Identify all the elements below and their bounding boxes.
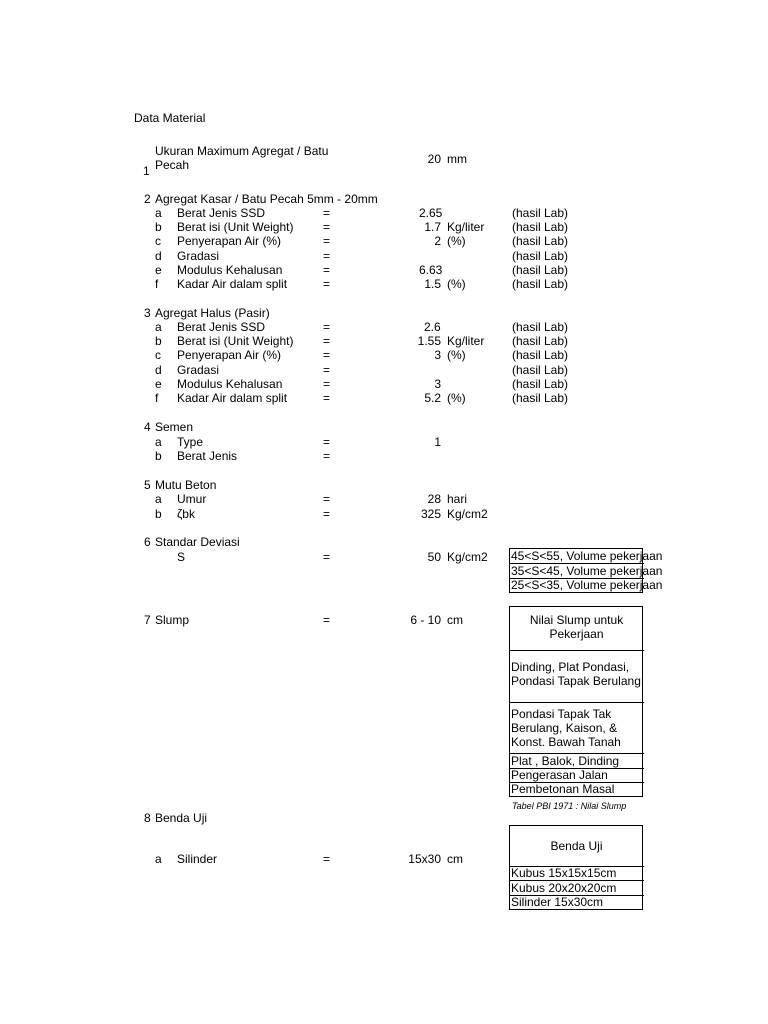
- s3-row-d-name: Gradasi: [177, 363, 220, 377]
- s3-row-f-note: (hasil Lab): [512, 391, 569, 405]
- s3-row-a-value: 2.6: [424, 320, 441, 334]
- s5-row-a-equals: =: [323, 492, 331, 506]
- slump-table-header: Nilai Slump untuk Pekerjaan: [529, 613, 624, 641]
- slump-row-1: Dinding, Plat Pondasi, Pondasi Tapak Berulang: [511, 660, 641, 688]
- section-2-label: Agregat Kasar / Batu Pecah 5mm - 20mm: [155, 192, 378, 206]
- s7-equals: =: [323, 613, 331, 627]
- specimen-row-3: Silinder 15x30cm: [511, 895, 604, 909]
- section-4-label: Semen: [155, 420, 194, 434]
- s3-row-d-equals: =: [323, 363, 331, 377]
- slump-table-caption: Tabel PBI 1971 : Nilai Slump: [512, 801, 627, 811]
- s5-row-b-equals: =: [323, 507, 331, 521]
- s8-row-a-name: Silinder: [177, 852, 218, 866]
- section-1-label-line1: Ukuran Maximum Agregat / Batu: [155, 144, 329, 158]
- s3-row-c-name: Penyerapan Air (%): [177, 348, 282, 362]
- s7-unit: cm: [447, 613, 463, 627]
- table-divider: [510, 702, 644, 703]
- s2-row-c-value: 2: [434, 234, 441, 248]
- s3-row-c-unit: (%): [447, 348, 466, 362]
- s8-row-a-equals: =: [323, 852, 331, 866]
- section-4-number: 4: [144, 420, 151, 434]
- section-5-label: Mutu Beton: [155, 478, 217, 492]
- s5-row-a-unit: hari: [447, 492, 468, 506]
- s3-row-b-equals: =: [323, 334, 331, 348]
- s6-unit: Kg/cm2: [447, 550, 488, 564]
- s2-row-f-note: (hasil Lab): [512, 277, 569, 291]
- s2-row-b-letter: b: [155, 220, 162, 234]
- s2-row-b-unit: Kg/liter: [447, 220, 485, 234]
- s8-row-a-letter: a: [155, 852, 162, 866]
- section-7-label: Slump: [155, 613, 190, 627]
- s3-row-b-letter: b: [155, 334, 162, 348]
- s2-row-c-unit: (%): [447, 234, 466, 248]
- slump-row-5: Pembetonan Masal: [511, 782, 615, 796]
- section-1-value: 20: [427, 152, 441, 166]
- test-specimen-table: [509, 825, 643, 910]
- specimen-table-header: Benda Uji: [550, 839, 603, 853]
- s5-row-a-value: 28: [427, 492, 441, 506]
- slump-table: [509, 606, 643, 797]
- s3-row-d-letter: d: [155, 363, 162, 377]
- s2-row-c-note: (hasil Lab): [512, 234, 569, 248]
- s5-row-a-name: Umur: [177, 492, 207, 506]
- s3-row-b-unit: Kg/liter: [447, 334, 485, 348]
- section-3-label: Agregat Halus (Pasir): [155, 306, 270, 320]
- section-6-label: Standar Deviasi: [155, 535, 240, 549]
- s2-row-f-value: 1.5: [424, 277, 441, 291]
- s2-row-a-letter: a: [155, 206, 162, 220]
- table-divider: [510, 650, 644, 651]
- s3-row-b-value: 1.55: [417, 334, 441, 348]
- section-1-label-line2: Pecah: [155, 158, 190, 172]
- s4-row-a-letter: a: [155, 435, 162, 449]
- s5-row-b-letter: b: [155, 507, 162, 521]
- s3-row-e-equals: =: [323, 377, 331, 391]
- s4-row-a-value: 1: [434, 435, 441, 449]
- s2-row-c-name: Penyerapan Air (%): [177, 234, 282, 248]
- s2-row-f-letter: f: [155, 277, 159, 291]
- document-title: Data Material: [134, 111, 206, 125]
- section-2-number: 2: [144, 192, 151, 206]
- s3-row-a-letter: a: [155, 320, 162, 334]
- s4-row-a-equals: =: [323, 435, 331, 449]
- s2-row-d-name: Gradasi: [177, 249, 220, 263]
- s2-row-f-equals: =: [323, 277, 331, 291]
- s2-row-a-note: (hasil Lab): [512, 206, 569, 220]
- s3-row-e-value: 3: [434, 377, 441, 391]
- s8-row-a-value: 15x30: [408, 852, 441, 866]
- s2-row-a-value: 2.65: [419, 206, 443, 220]
- s2-row-e-note: (hasil Lab): [512, 263, 569, 277]
- s3-row-d-note: (hasil Lab): [512, 363, 569, 377]
- specimen-row-1: Kubus 15x15x15cm: [511, 866, 617, 880]
- s3-row-e-name: Modulus Kehalusan: [177, 377, 283, 391]
- section-6-number: 6: [144, 535, 151, 549]
- s2-row-e-name: Modulus Kehalusan: [177, 263, 283, 277]
- section-8-number: 8: [144, 811, 151, 825]
- s4-row-b-name: Berat Jenis: [177, 449, 238, 463]
- s6-equals: =: [323, 550, 331, 564]
- s2-row-e-letter: e: [155, 263, 162, 277]
- s2-row-b-note: (hasil Lab): [512, 220, 569, 234]
- s2-row-a-name: Berat Jenis SSD: [177, 206, 266, 220]
- s3-row-a-name: Berat Jenis SSD: [177, 320, 266, 334]
- s2-row-b-value: 1.7: [424, 220, 441, 234]
- s3-row-c-letter: c: [155, 348, 161, 362]
- slump-row-3: Plat , Balok, Dinding: [511, 754, 620, 768]
- std-deviation-row-2: 35<S<45, Volume pekerjaan: [511, 564, 663, 578]
- section-8-label: Benda Uji: [155, 811, 208, 825]
- s6-value: 50: [427, 550, 441, 564]
- s2-row-e-value: 6.63: [419, 263, 443, 277]
- s3-row-f-unit: (%): [447, 391, 466, 405]
- s3-row-f-letter: f: [155, 391, 159, 405]
- s2-row-a-equals: =: [323, 206, 331, 220]
- slump-row-4: Pengerasan Jalan: [511, 768, 608, 782]
- s5-row-b-unit: Kg/cm2: [447, 507, 488, 521]
- s4-row-a-name: Type: [177, 435, 204, 449]
- specimen-row-2: Kubus 20x20x20cm: [511, 881, 617, 895]
- section-5-number: 5: [144, 478, 151, 492]
- s3-row-a-equals: =: [323, 320, 331, 334]
- s5-row-b-value: 325: [420, 507, 441, 521]
- s3-row-b-note: (hasil Lab): [512, 334, 569, 348]
- s4-row-b-equals: =: [323, 449, 331, 463]
- s3-row-c-note: (hasil Lab): [512, 348, 569, 362]
- section-1-unit: mm: [447, 152, 467, 166]
- s2-row-f-unit: (%): [447, 277, 466, 291]
- section-3-number: 3: [144, 306, 151, 320]
- s2-row-b-equals: =: [323, 220, 331, 234]
- s2-row-e-equals: =: [323, 263, 331, 277]
- std-deviation-table: [509, 548, 663, 593]
- s3-row-f-equals: =: [323, 391, 331, 405]
- s8-row-a-unit: cm: [447, 852, 463, 866]
- slump-row-2: Pondasi Tapak Tak Berulang, Kaison, & Konst. Bawah Tanah: [511, 707, 621, 749]
- s3-row-e-note: (hasil Lab): [512, 377, 569, 391]
- section-7-number: 7: [144, 613, 151, 627]
- s3-row-c-equals: =: [323, 348, 331, 362]
- s2-row-f-name: Kadar Air dalam split: [177, 277, 288, 291]
- s2-row-d-equals: =: [323, 249, 331, 263]
- s3-row-f-value: 5.2: [424, 391, 441, 405]
- s3-row-b-name: Berat isi (Unit Weight): [177, 334, 294, 348]
- s3-row-a-note: (hasil Lab): [512, 320, 569, 334]
- s2-row-b-name: Berat isi (Unit Weight): [177, 220, 294, 234]
- s2-row-c-letter: c: [155, 234, 161, 248]
- s5-row-a-letter: a: [155, 492, 162, 506]
- s6-sub-label: S: [177, 550, 186, 564]
- std-deviation-row-3: 25<S<35, Volume pekerjaan: [511, 578, 663, 592]
- s3-row-e-letter: e: [155, 377, 162, 391]
- s2-row-d-letter: d: [155, 249, 162, 263]
- s4-row-b-letter: b: [155, 449, 162, 463]
- s3-row-c-value: 3: [434, 348, 441, 362]
- s2-row-d-note: (hasil Lab): [512, 249, 569, 263]
- s2-row-c-equals: =: [323, 234, 331, 248]
- s5-row-b-name: ζbk: [177, 507, 195, 521]
- section-1-number: 1: [143, 164, 150, 178]
- s7-value: 6 - 10: [410, 613, 441, 627]
- std-deviation-row-1: 45<S<55, Volume pekerjaan: [511, 549, 663, 563]
- s3-row-f-name: Kadar Air dalam split: [177, 391, 288, 405]
